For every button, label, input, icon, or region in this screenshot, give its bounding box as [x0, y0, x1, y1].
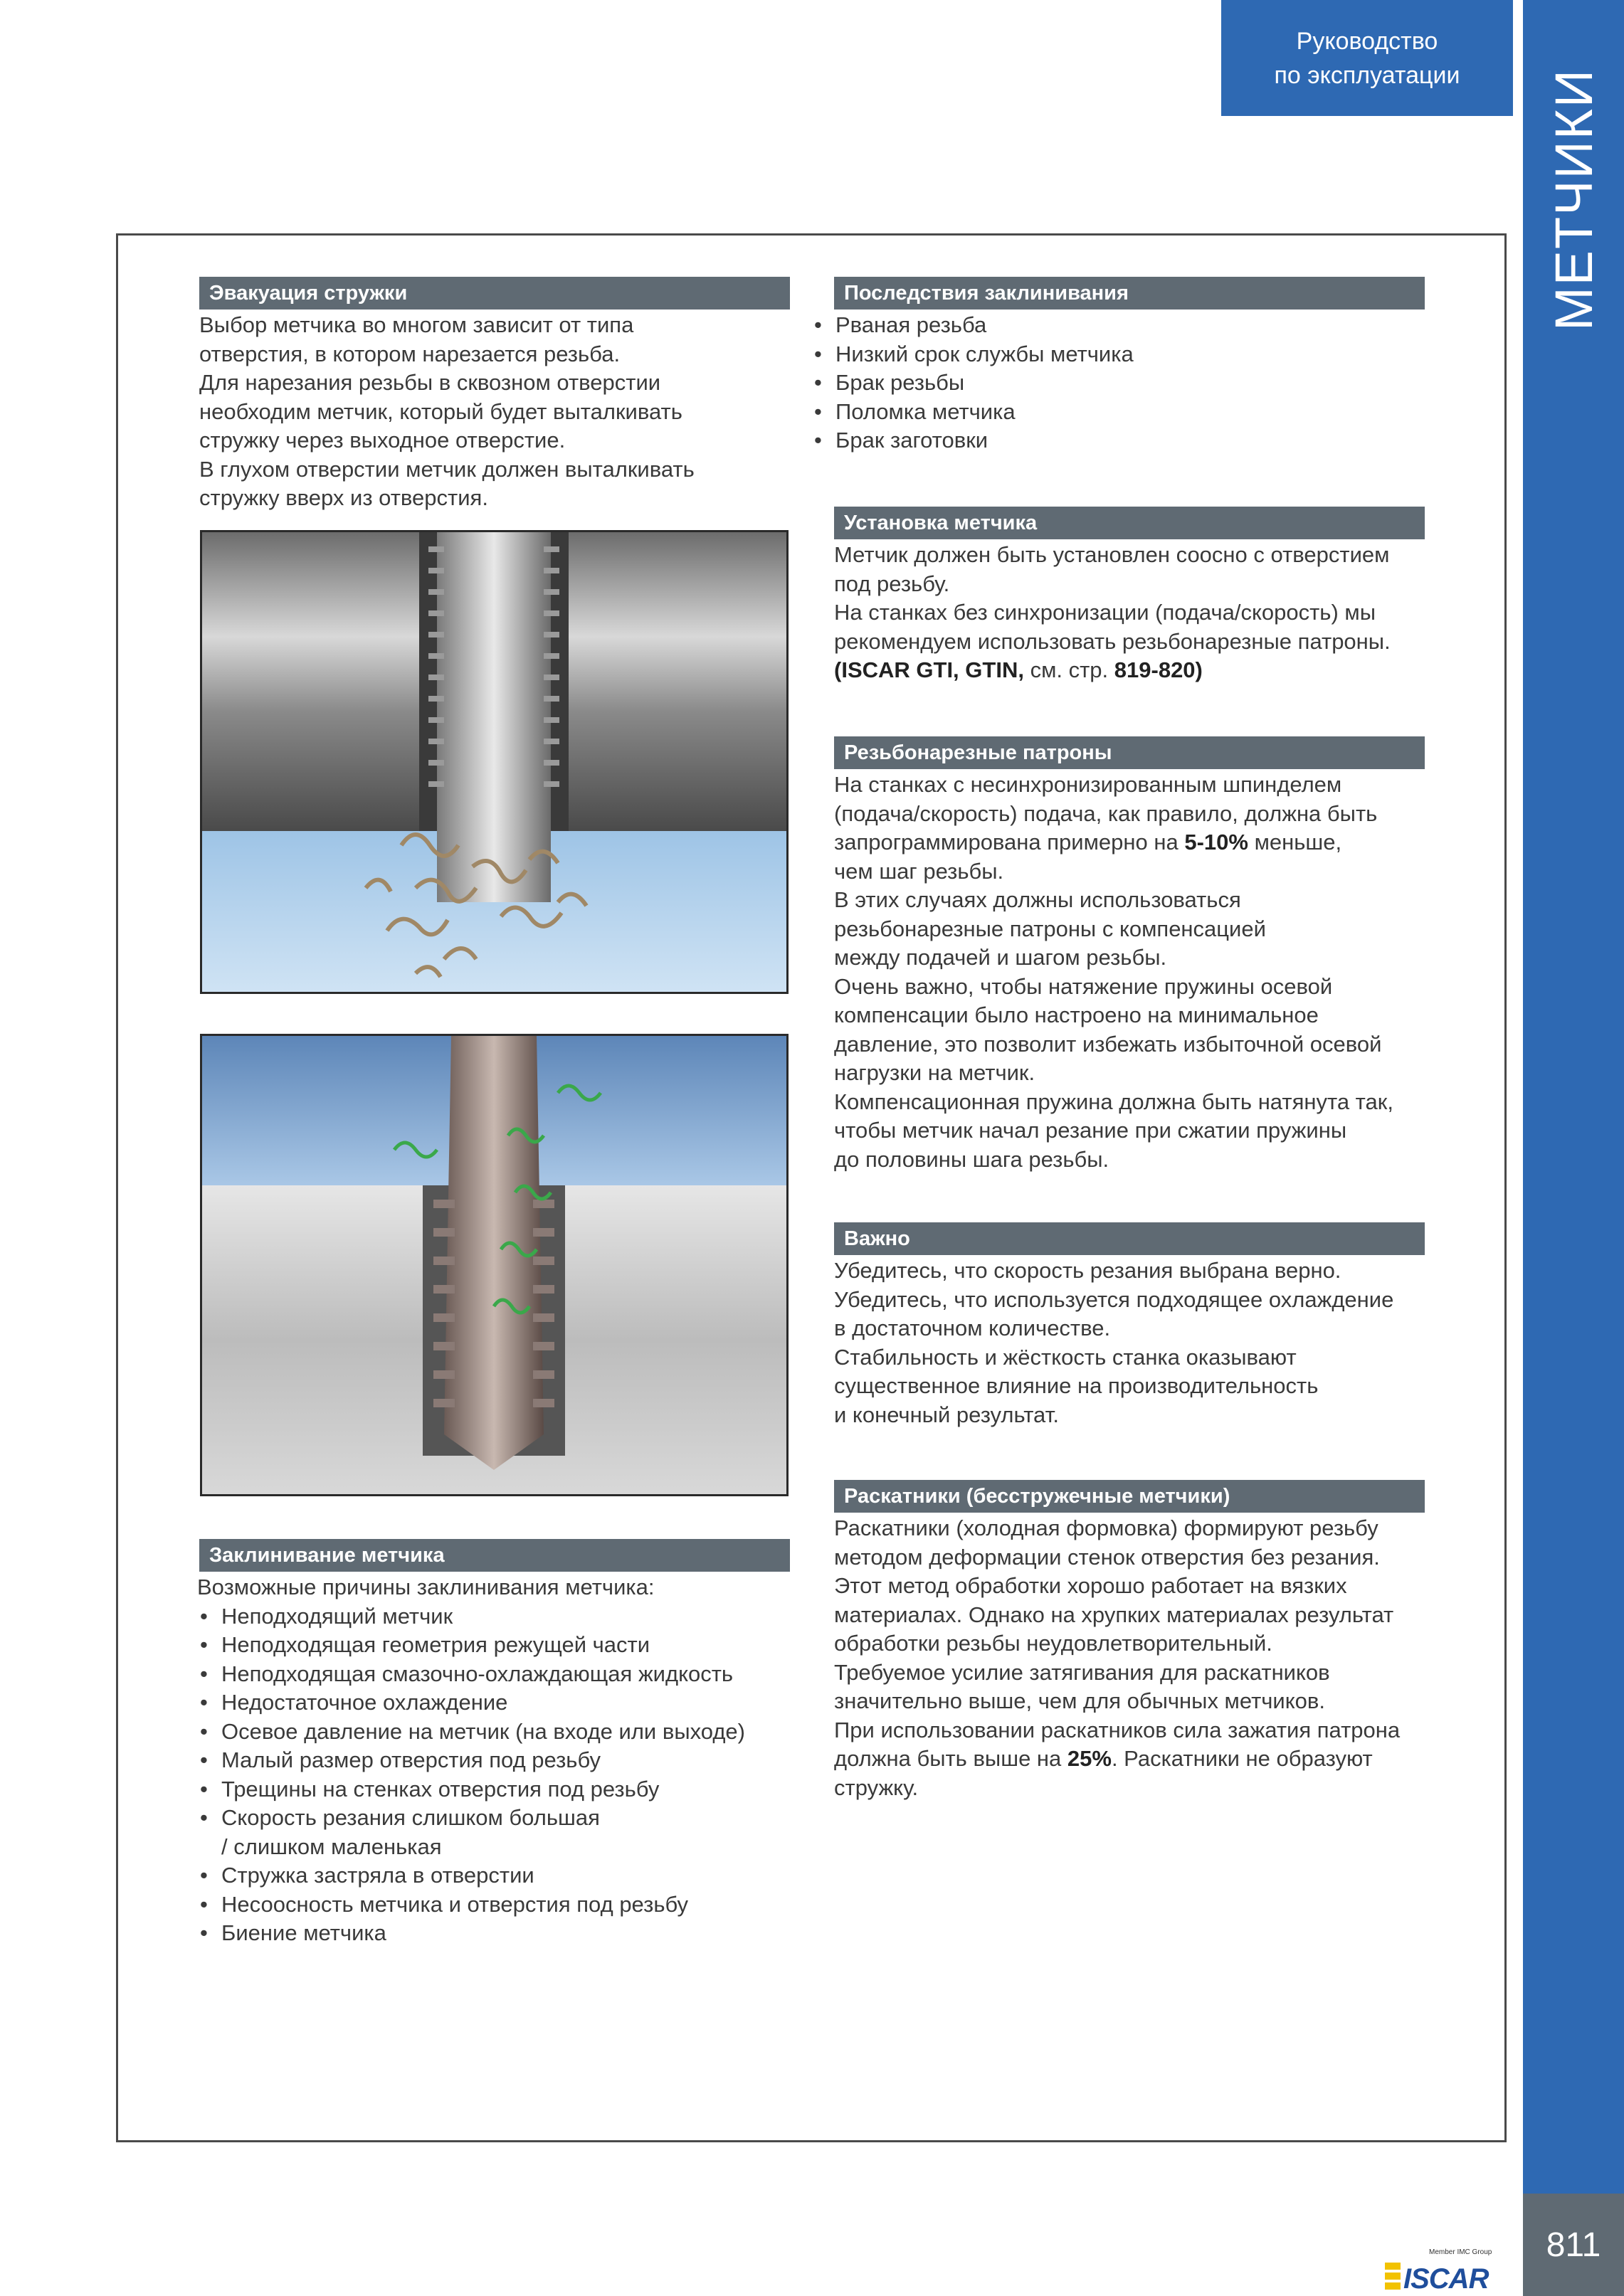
section-header: Важно: [834, 1222, 1425, 1255]
section-body: Выбор метчика во многом зависит от типа отверстия, в котором нарезается резьба. Для нарезания резьбы в сквозном отверстии необходим метчик, который будет выталкивать стружку через выходное отверстие. В глухом отверстии метчик должен выталкивать стружку вверх из отверстия.: [199, 312, 695, 510]
list-item: • Неподходящая смазочно-охлаждающая жидкость: [197, 1660, 790, 1689]
list-item: • Биение метчика: [197, 1919, 790, 1948]
list-item: • Осевое давление на метчик (на входе или выходе): [197, 1718, 790, 1747]
section-header: Заклинивание метчика: [199, 1539, 790, 1572]
catalog-reference: (ISCAR GTI, GTIN, см. стр. 819-820): [834, 657, 1203, 682]
guide-tab: [1221, 0, 1513, 116]
page-number: 811: [1523, 2194, 1624, 2296]
list-item: • Неподходящий метчик: [197, 1602, 790, 1631]
jamming-section: [199, 1539, 790, 1948]
section-body: Убедитесь, что скорость резания выбрана верно. Убедитесь, что используется подходящее охлаждение в достаточном количестве. Стабильность и жёсткость станка оказывают существенное влияние на производительность и конечный результат.: [834, 1258, 1394, 1427]
section-body: Метчик должен быть установлен соосно с отверстием под резьбу. На станках без синхронизации (подача/скорость) мы рекомендуем использовать резьбонарезные патроны. (ISCAR GTI, GTIN, см. стр. 819-820): [834, 541, 1425, 685]
blind-hole-tap-photo: [200, 1034, 789, 1496]
list-item: • Низкий срок службы метчика: [811, 340, 1425, 369]
guide-tab-line2: по эксплуатации: [1274, 61, 1460, 89]
list-item: • Брак резьбы: [811, 369, 1425, 398]
list-item: • Малый размер отверстия под резьбу: [197, 1746, 790, 1775]
sidebar-title: МЕТЧИКИ: [1544, 68, 1603, 331]
consequences-list: [811, 311, 1425, 455]
list-item: • Трещины на стенках отверстия под резьбу: [197, 1775, 790, 1804]
installation-section: [834, 507, 1425, 685]
list-item: • Несоосность метчика и отверстия под резьбу: [197, 1890, 790, 1920]
logo-brand: ISCAR: [1403, 2263, 1489, 2291]
list-item: • Брак заготовки: [811, 426, 1425, 455]
jamming-causes-list: [197, 1602, 790, 1948]
section-body: На станках с несинхронизированным шпинделем (подача/скорость) подача, как правило, должна быть запрограммирована примерно на 5-10% меньше, чем шаг резьбы. В этих случаях должны использоваться резьбонарезные патроны с компенсацией между подачей и шагом резьбы. Очень важно, чтобы натяжение пружины осевой компенсации было настроено на минимальное давление, это позволит избежать избыточной осевой нагрузки на метчик. Компенсационная пружина должна быть натянута так, чтобы метчик начал резание при сжатии пружины до половины шага резьбы.: [834, 772, 1393, 1172]
through-hole-tap-photo: [200, 530, 789, 994]
section-header: Эвакуация стружки: [199, 277, 790, 310]
section-header: Резьбонарезные патроны: [834, 736, 1425, 769]
list-item: • Рваная резьба: [811, 311, 1425, 340]
list-item: • Недостаточное охлаждение: [197, 1688, 790, 1718]
section-header: Последствия заклинивания: [834, 277, 1425, 310]
section-intro: Возможные причины заклинивания метчика:: [197, 1575, 655, 1599]
iscar-logo: [1385, 2247, 1513, 2295]
section-header: Установка метчика: [834, 507, 1425, 539]
list-item: • Поломка метчика: [811, 398, 1425, 427]
important-section: [834, 1222, 1425, 1429]
forming-taps-section: [834, 1480, 1425, 1802]
list-item: • Стружка застряла в отверстии: [197, 1861, 790, 1890]
section-header: Раскатники (бесстружечные метчики): [834, 1480, 1425, 1513]
logo-tagline: Member IMC Group: [1429, 2248, 1492, 2256]
section-body: Раскатники (холодная формовка) формируют резьбу методом деформации стенок отверстия без резания. Этот метод обработки хорошо работает на вязких материалах. Однако на хрупких материалах результат обработки резьбы неудовлетворительный. Требуемое усилие затягивания для раскатников значительно выше, чем для обычных метчиков. При использовании раскатников сила зажатия патрона должна быть выше на 25%. Раскатники не образуют стружку.: [834, 1515, 1401, 1800]
chip-evacuation-section: [199, 277, 790, 513]
tapping-holders-section: [834, 736, 1425, 1174]
guide-tab-line1: Руководство: [1296, 27, 1438, 55]
list-item: • Неподходящая геометрия режущей части: [197, 1631, 790, 1660]
consequences-section: [834, 277, 1425, 455]
list-item: • Скорость резания слишком большая / слишком маленькая: [197, 1804, 790, 1861]
